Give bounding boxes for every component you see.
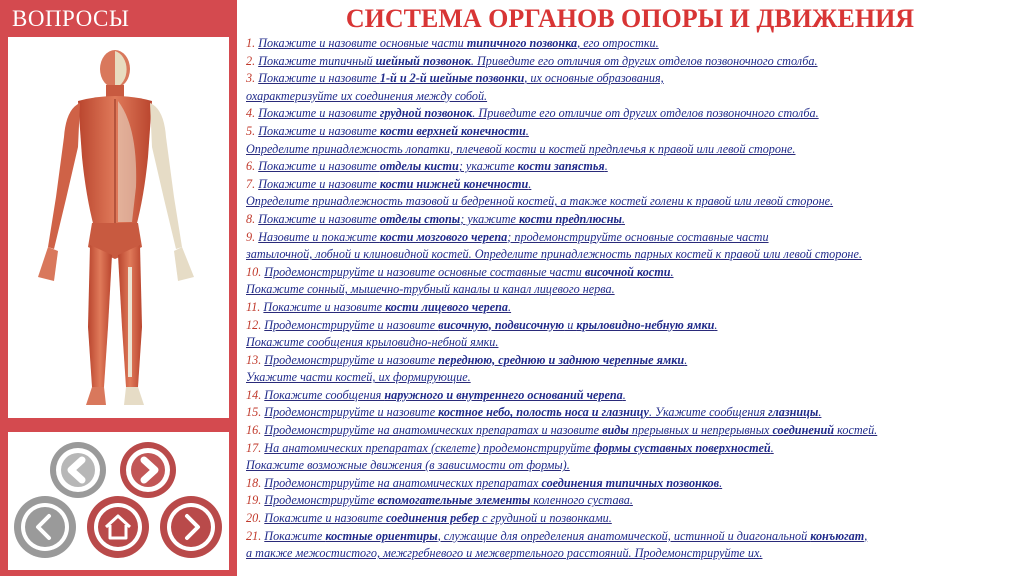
question-text-part: Покажите возможные движения (в зависимости от формы).: [246, 458, 570, 473]
question-text-bold: кости запястья: [517, 159, 605, 174]
question-text: [246, 282, 615, 296]
question-line[interactable]: [246, 492, 1024, 510]
questions-list: [246, 35, 1024, 575]
question-text: [263, 300, 511, 314]
question-text-bold: соединения типичных позвонков: [541, 475, 720, 490]
question-text-bold: кости лицевого черепа: [385, 299, 509, 314]
question-text-part: Продемонстрируйте: [264, 493, 378, 508]
question-text-bold: костные ориентиры: [325, 528, 438, 543]
question-text-part: , его отростки.: [577, 36, 659, 50]
question-text: [258, 71, 664, 85]
question-text: [258, 212, 625, 226]
question-text-part: .: [719, 475, 723, 490]
home-button[interactable]: [87, 496, 149, 558]
question-text: [258, 124, 529, 138]
question-number: 3.: [246, 71, 259, 86]
question-text: [258, 36, 658, 50]
question-text: [264, 265, 673, 279]
question-line[interactable]: [246, 264, 1024, 282]
question-text: [264, 493, 633, 507]
back-button[interactable]: [50, 442, 106, 498]
anatomy-figure-panel: [8, 37, 229, 418]
question-line[interactable]: [246, 105, 1024, 123]
question-number: 13.: [246, 352, 265, 367]
question-text-part: Продемонстрируйте и назовите: [264, 317, 439, 332]
question-text-part: Продемонстрируйте на анатомических препаратах и назовите: [264, 423, 603, 438]
question-text-bold: кости предплюсны: [518, 211, 622, 226]
sidebar-title: ВОПРОСЫ: [12, 6, 130, 31]
question-text-part: Покажите сообщения: [264, 387, 385, 402]
question-text-part: Покажите и назовите: [264, 511, 386, 526]
question-number: 1.: [246, 36, 259, 50]
question-text-part: Укажите части костей, их формирующие.: [246, 370, 471, 385]
question-line[interactable]: [246, 211, 1024, 229]
question-text: [264, 353, 687, 367]
question-text-part: ,: [864, 528, 868, 543]
question-text-part: .: [770, 440, 774, 455]
question-number: 8.: [246, 211, 259, 226]
question-line[interactable]: [246, 88, 1024, 106]
question-text: [246, 89, 487, 103]
question-text: [264, 441, 773, 455]
question-text-bold: глазницы: [768, 405, 819, 420]
question-text-part: Назовите и покажите: [258, 229, 380, 244]
question-text: [264, 476, 722, 490]
question-text-part: , их основные образования,: [524, 71, 664, 86]
question-text-part: ; укажите: [460, 211, 519, 226]
question-text-bold: формы суставных поверхностей: [593, 440, 771, 455]
question-line[interactable]: [246, 229, 1024, 247]
question-line[interactable]: [246, 369, 1024, 387]
question-text-part: Определите принадлежность тазовой и бедренной костей, а также костей голени к правой или левой стороне.: [246, 194, 834, 209]
question-text-bold: конъюгат: [810, 528, 865, 543]
question-text-bold: кости нижней конечности: [379, 176, 529, 191]
question-number: 21.: [246, 528, 265, 543]
question-text-bold: типичного позвонка: [466, 36, 578, 50]
chevron-right-icon: [160, 496, 222, 558]
navigation-panel: [8, 432, 229, 570]
question-line[interactable]: [246, 193, 1024, 211]
question-text-part: Покажите и назовите: [258, 159, 380, 174]
question-line[interactable]: [246, 440, 1024, 458]
question-number: 2.: [246, 53, 259, 68]
question-number: 18.: [246, 475, 265, 490]
question-text-part: ; продемонстрируйте основные составные части: [507, 229, 769, 244]
question-text-part: На анатомических препаратах (скелете) продемонстрируйте: [264, 440, 594, 455]
question-text-part: ; укажите: [458, 159, 518, 174]
question-text-part: , служащие для определения анатомической, истинной и диагональной: [437, 528, 811, 543]
question-line[interactable]: [246, 158, 1024, 176]
question-text-part: Покажите сообщения крыловидно-небной ямки.: [246, 335, 499, 350]
page-title: СИСТЕМА ОРГАНОВ ОПОРЫ И ДВИЖЕНИЯ: [345, 4, 915, 33]
question-text: [246, 335, 498, 349]
question-text-part: . Приведите его отличия от других отделов позвоночного столба.: [470, 53, 818, 68]
question-line[interactable]: [246, 545, 1024, 563]
question-text-bold: кости мозгового черепа: [379, 229, 508, 244]
question-text: [246, 370, 471, 384]
question-text-part: .: [508, 299, 512, 314]
next-button[interactable]: [160, 496, 222, 558]
question-text: [246, 546, 762, 560]
question-line[interactable]: [246, 387, 1024, 405]
question-number: 19.: [246, 493, 265, 508]
question-number: 15.: [246, 405, 265, 420]
question-text-part: Покажите и назовите: [258, 123, 380, 138]
question-text-bold: шейный позвонок: [375, 53, 471, 68]
question-text: [258, 230, 768, 244]
question-line[interactable]: [246, 281, 1024, 299]
question-line[interactable]: [246, 53, 1024, 71]
question-number: 17.: [246, 440, 265, 455]
question-text-part: Покажите сонный, мышечно-трубный каналы и канал лицевого нерва.: [246, 282, 615, 297]
question-text-part: .: [525, 123, 529, 138]
question-text-part: охарактеризуйте их соединения между собой.: [246, 88, 488, 103]
forward-button[interactable]: [120, 442, 176, 498]
question-text-bold: грудной позвонок: [379, 106, 473, 121]
question-text: [258, 177, 531, 191]
question-text-bold: 1-й и 2-й шейные позвонки: [379, 71, 525, 86]
question-text: [264, 388, 626, 402]
question-text-part: .: [622, 387, 626, 402]
question-text-part: коленного сустава.: [530, 493, 633, 508]
question-text: [246, 247, 862, 261]
question-text-part: Покажите: [264, 528, 326, 543]
question-text-bold: крыловидно-небную ямки: [576, 317, 715, 332]
question-text-part: Продемонстрируйте и назовите: [264, 352, 439, 367]
question-text-part: Продемонстрируйте и назовите: [264, 405, 439, 420]
question-line[interactable]: [246, 317, 1024, 335]
question-text: [258, 54, 817, 68]
question-text: [264, 529, 867, 543]
home-icon: [87, 496, 149, 558]
arrow-right-circle-icon: [120, 442, 176, 498]
question-text-part: Покажите и назовите: [258, 211, 380, 226]
question-text-bold: височной кости: [584, 264, 671, 279]
question-text-part: Продемонстрируйте и назовите основные составные части: [264, 264, 585, 279]
question-number: 16.: [246, 423, 265, 438]
question-text-bold: соединения ребер: [385, 511, 480, 526]
question-text-bold: отделы стопы: [379, 211, 461, 226]
question-text: [264, 318, 717, 332]
question-text-part: а также межостистого, межгребневого и межвертельного расстояний. Продемонстрируйте их.: [246, 546, 763, 561]
question-text-part: . Укажите сообщения: [648, 405, 769, 420]
question-text-part: .: [714, 317, 718, 332]
question-number: 7.: [246, 176, 259, 191]
question-text: [264, 423, 877, 437]
question-line[interactable]: [246, 457, 1024, 475]
question-text-bold: переднюю, среднюю и заднюю черепные ямки: [438, 352, 685, 367]
question-text-part: костей.: [834, 423, 878, 438]
question-line[interactable]: [246, 70, 1024, 88]
question-text-part: .: [818, 405, 822, 420]
question-text-part: .: [604, 159, 608, 174]
question-number: 11.: [246, 299, 264, 314]
question-number: 6.: [246, 159, 259, 174]
question-line[interactable]: [246, 475, 1024, 493]
question-text-part: прерывных и непрерывных: [628, 423, 773, 438]
question-line[interactable]: [246, 141, 1024, 159]
anatomy-figure-image: [8, 37, 229, 418]
question-text-bold: наружного и внутреннего оснований черепа: [384, 387, 623, 402]
question-text: [258, 159, 608, 173]
question-text-part: Покажите типичный: [258, 53, 376, 68]
question-line[interactable]: [246, 528, 1024, 546]
question-line[interactable]: [246, 510, 1024, 528]
question-text-part: .: [670, 264, 674, 279]
question-text-part: Покажите и назовите: [258, 176, 380, 191]
arrow-left-circle-icon: [50, 442, 106, 498]
chevron-left-icon: [14, 496, 76, 558]
question-text-part: .: [528, 176, 532, 191]
question-line[interactable]: [246, 352, 1024, 370]
question-text-part: и: [564, 317, 577, 332]
question-text: [246, 194, 833, 208]
question-text-part: .: [684, 352, 688, 367]
question-text-part: Покажите и назовите основные части: [258, 36, 467, 50]
question-text-part: Покажите и назовите: [263, 299, 386, 314]
question-number: 14.: [246, 387, 265, 402]
question-text: [264, 511, 612, 525]
question-text-part: затылочной, лобной и клиновидной костей. Определите принадлежность парных костей к правой или левой стороне.: [246, 247, 862, 262]
question-text: [246, 458, 570, 472]
question-text-bold: вспомогательные элементы: [377, 493, 531, 508]
question-line[interactable]: [246, 334, 1024, 352]
question-line[interactable]: [246, 404, 1024, 422]
sidebar: [0, 0, 237, 576]
question-number: 10.: [246, 264, 265, 279]
question-line[interactable]: [246, 176, 1024, 194]
question-number: 20.: [246, 511, 265, 526]
question-number: 9.: [246, 229, 259, 244]
question-text-bold: кости верхней конечности: [379, 123, 526, 138]
question-text: [258, 106, 818, 120]
question-text: [264, 405, 821, 419]
prev-button[interactable]: [14, 496, 76, 558]
question-text-part: Покажите и назовите: [258, 71, 380, 86]
question-number: 5.: [246, 123, 259, 138]
question-text-bold: виды: [602, 423, 629, 438]
question-text-bold: костное небо, полость носа и глазницу: [438, 405, 649, 420]
question-text-part: . Приведите его отличие от других отделов позвоночного столба.: [472, 106, 819, 121]
question-text-bold: височную, подвисочную: [438, 317, 565, 332]
question-line[interactable]: [246, 422, 1024, 440]
question-text: [246, 142, 795, 156]
question-text-part: с грудиной и позвонками.: [479, 511, 612, 526]
question-line[interactable]: [246, 246, 1024, 264]
question-line[interactable]: [246, 123, 1024, 141]
question-number: 4.: [246, 106, 259, 121]
question-text-part: Определите принадлежность лопатки, плечевой кости и костей предплечья к правой или левой стороне.: [246, 141, 796, 156]
question-number: 12.: [246, 317, 265, 332]
question-line[interactable]: [246, 35, 1024, 53]
question-text-bold: соединений: [772, 423, 835, 438]
question-text-part: .: [621, 211, 625, 226]
question-text-part: Покажите и назовите: [258, 106, 380, 121]
question-text-bold: отделы кисти: [379, 159, 459, 174]
question-text-part: Продемонстрируйте на анатомических препаратах: [264, 475, 542, 490]
question-line[interactable]: [246, 299, 1024, 317]
